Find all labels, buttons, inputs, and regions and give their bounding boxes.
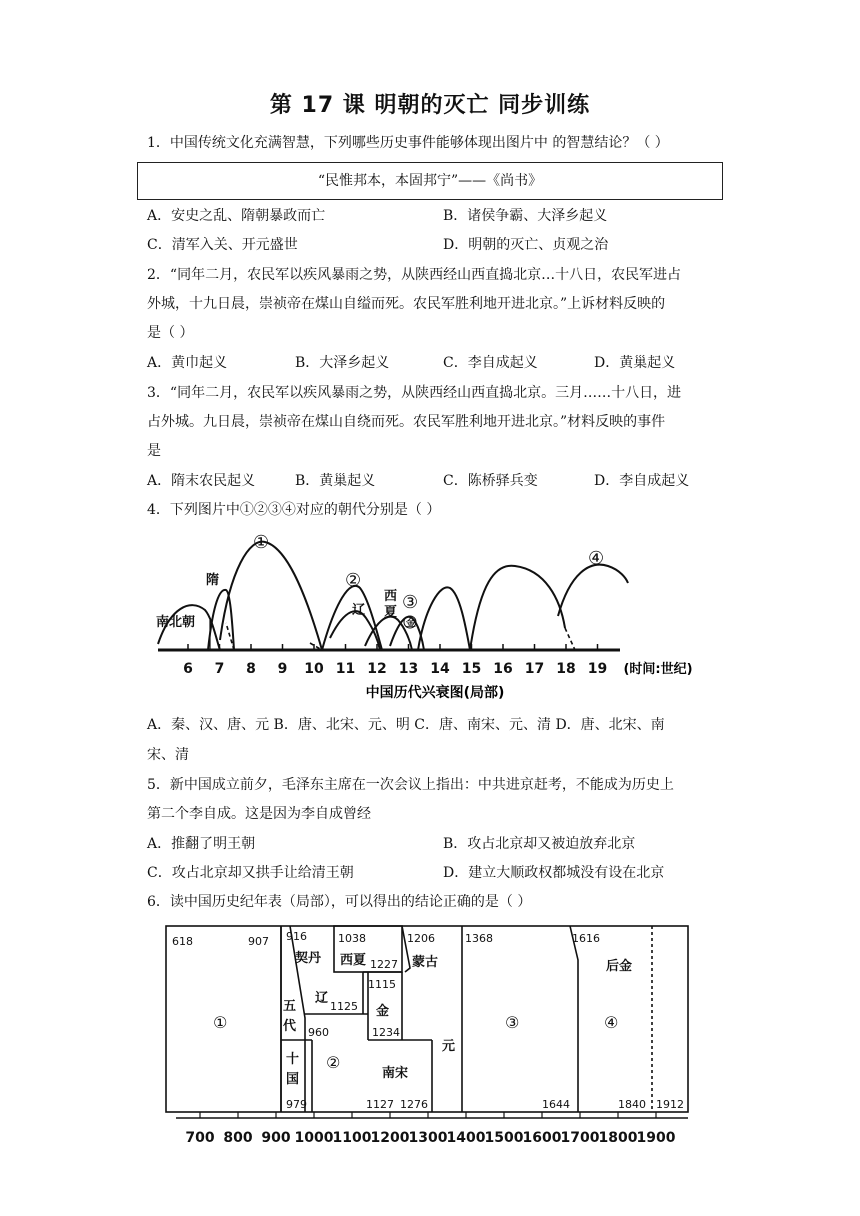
year-1912: 1912 xyxy=(656,1098,684,1111)
question-4-stem: 4．下列图片中①②③④对应的朝代分别是（ ） xyxy=(147,502,441,518)
axis-tick-label: 1900 xyxy=(636,1130,676,1146)
chart-caption: 中国历代兴衰图(局部) xyxy=(365,685,505,701)
year-1276: 1276 xyxy=(400,1098,428,1111)
curve-sui xyxy=(208,590,234,650)
axis-tick-label: 14 xyxy=(430,661,450,677)
chronology-table xyxy=(160,920,705,1150)
label-menggu: 蒙古 xyxy=(412,955,439,970)
axis-tick-label: 18 xyxy=(556,661,576,677)
axis-tick-label: 12 xyxy=(367,661,387,677)
q2-option-b: B．大泽乡起义 xyxy=(295,355,390,371)
question-5-line: 第二个李自成。这是因为李自成曾经 xyxy=(147,806,371,822)
axis-tick-label: 1700 xyxy=(560,1130,600,1146)
year-907: 907 xyxy=(248,935,269,948)
axis-tick-label: 1400 xyxy=(446,1130,486,1146)
axis-tick-label: 1000 xyxy=(294,1130,334,1146)
label-yuan: 元 xyxy=(442,1039,456,1054)
axis-tick-label: 16 xyxy=(493,661,513,677)
q1-option-c: C．清军入关、开元盛世 xyxy=(147,237,298,253)
curve-ming-b xyxy=(470,566,565,650)
question-3-line: 是 xyxy=(147,443,161,459)
label-jin: 金 xyxy=(376,1004,390,1019)
marker-2: ② xyxy=(345,570,362,591)
label-houjin: 后金 xyxy=(606,959,633,974)
year-1840: 1840 xyxy=(618,1098,646,1111)
q3-option-d: D．李自成起义 xyxy=(594,473,690,489)
axis-tick-label: 700 xyxy=(185,1130,215,1146)
year-1227: 1227 xyxy=(370,958,398,971)
label-wu: 五 xyxy=(283,999,297,1014)
label-liao: 辽 xyxy=(315,991,329,1006)
q5-option-b: B．攻占北京却又被迫放弃北京 xyxy=(443,836,636,852)
axis-tick-label: 17 xyxy=(524,661,545,677)
q1-option-a: A．安史之乱、隋朝暴政而亡 xyxy=(147,208,326,224)
label-jin: 金 xyxy=(406,618,416,629)
q3-option-c: C．陈桥驿兵变 xyxy=(443,473,538,489)
year-1115: 1115 xyxy=(368,978,396,991)
axis-tick-label: 1200 xyxy=(370,1130,410,1146)
q4-options-line-1: A．秦、汉、唐、元 B．唐、北宋、元、明 C．唐、南宋、元、清 D．唐、北宋、南 xyxy=(147,717,665,733)
axis-tick-label: 8 xyxy=(246,661,256,677)
label-guo: 国 xyxy=(286,1072,300,1087)
q5-option-c: C．攻占北京却又拱手让给清王朝 xyxy=(147,865,354,881)
q5-option-d: D．建立大顺政权都城没有设在北京 xyxy=(443,865,665,881)
axis-tick-label: 7 xyxy=(214,661,225,677)
axis-tick-label: 19 xyxy=(587,661,608,677)
marker-4: ④ xyxy=(588,548,605,569)
curve-1 xyxy=(220,542,322,650)
marker-1: ① xyxy=(213,1013,228,1032)
question-3-line: 3．“同年二月，农民军以疾风暴雨之势，从陕西经山西直捣北京。三月……十八日，进 xyxy=(147,385,682,401)
year-1368: 1368 xyxy=(465,932,493,945)
question-3-line: 占外城。九日晨，崇祯帝在煤山自绕而死。农民军胜利地开进北京。”材料反映的事件 xyxy=(147,414,666,430)
q2-option-c: C．李自成起义 xyxy=(443,355,538,371)
label-shi: 十 xyxy=(286,1052,300,1067)
axis-tick-label: 900 xyxy=(261,1130,291,1146)
year-979: 979 xyxy=(286,1098,307,1111)
year-960: 960 xyxy=(308,1026,329,1039)
year-1234: 1234 xyxy=(372,1026,400,1039)
marker-3: ③ xyxy=(505,1013,520,1032)
label-nanbeichao: 南北朝 xyxy=(156,615,196,630)
marker-2: ② xyxy=(326,1053,341,1072)
axis-tick-label: 15 xyxy=(461,661,482,677)
axis-tick-label: 6 xyxy=(183,661,193,677)
axis-tick-label: 13 xyxy=(398,661,419,677)
curve-xixia xyxy=(365,617,412,650)
axis-tick-label: 1600 xyxy=(522,1130,562,1146)
marker-3: ③ xyxy=(402,592,419,613)
page-title: 第 17 课 明朝的灭亡 同步训练 xyxy=(269,93,591,118)
q3-option-a: A．隋末农民起义 xyxy=(147,473,256,489)
year-916: 916 xyxy=(286,930,307,943)
axis-tick-label: 9 xyxy=(277,661,288,677)
curve-4 xyxy=(558,565,628,616)
q2-option-a: A．黄巾起义 xyxy=(147,355,228,371)
axis-tick-label: 1100 xyxy=(332,1130,372,1146)
label-dai: 代 xyxy=(283,1019,297,1034)
marker-4: ④ xyxy=(604,1013,619,1032)
axis-tick-label: 1300 xyxy=(408,1130,448,1146)
axis-tick-label: 1500 xyxy=(484,1130,524,1146)
label-xixia: 西 xyxy=(384,589,398,604)
label-qidan: 契丹 xyxy=(295,951,322,966)
question-6-stem: 6．读中国历史纪年表（局部），可以得出的结论正确的是（ ） xyxy=(147,894,532,910)
q1-option-d: D．明朝的灭亡、贞观之治 xyxy=(443,237,609,253)
question-2-line: 外城，十九日晨，崇祯帝在煤山自缢而死。农民军胜利地开进北京。”上诉材料反映的 xyxy=(147,296,666,312)
q1-option-b: B．诸侯争霸、大泽乡起义 xyxy=(443,208,608,224)
year-1206: 1206 xyxy=(407,932,435,945)
label-xixia: 西夏 xyxy=(340,953,367,968)
year-1644: 1644 xyxy=(542,1098,570,1111)
year-1038: 1038 xyxy=(338,932,366,945)
year-1125: 1125 xyxy=(330,1000,358,1013)
q5-option-a: A．推翻了明王朝 xyxy=(147,836,256,852)
axis-tick-label: 800 xyxy=(223,1130,253,1146)
q2-option-d: D．黄巢起义 xyxy=(594,355,676,371)
question-2-line: 是（ ） xyxy=(147,325,194,341)
label-liao: 辽 xyxy=(352,603,366,618)
question-5-line: 5．新中国成立前夕，毛泽东主席在一次会议上指出：中共进京赶考，不能成为历史上 xyxy=(147,777,674,793)
q3-option-b: B．黄巢起义 xyxy=(295,473,376,489)
year-618: 618 xyxy=(172,935,193,948)
question-2-line: 2．“同年二月，农民军以疾风暴雨之势，从陕西经山西直捣北京…十八日，农民军进占 xyxy=(147,267,682,283)
q4-options-line-2: 宋、清 xyxy=(147,747,189,763)
axis-tick-label: 10 xyxy=(304,661,324,677)
axis-unit: (时间:世纪) xyxy=(623,662,693,677)
curve-ming-a xyxy=(418,587,470,650)
quote-box: “民惟邦本，本固邦宁”——《尚书》 xyxy=(137,162,723,200)
dynasty-rise-fall-chart xyxy=(150,528,720,706)
marker-1: ① xyxy=(253,532,270,553)
axis-tick-label: 1800 xyxy=(598,1130,638,1146)
year-1616: 1616 xyxy=(572,932,600,945)
label-sui: 隋 xyxy=(206,573,220,588)
ming-qing-boundary xyxy=(570,926,578,1112)
label-xixia: 夏 xyxy=(384,605,398,620)
year-1127: 1127 xyxy=(366,1098,394,1111)
label-nansong: 南宋 xyxy=(382,1066,409,1081)
axis-tick-label: 11 xyxy=(335,661,356,677)
question-1-stem: 1．中国传统文化充满智慧，下列哪些历史事件能够体现出图片中 的智慧结论？（ ） xyxy=(147,135,669,151)
